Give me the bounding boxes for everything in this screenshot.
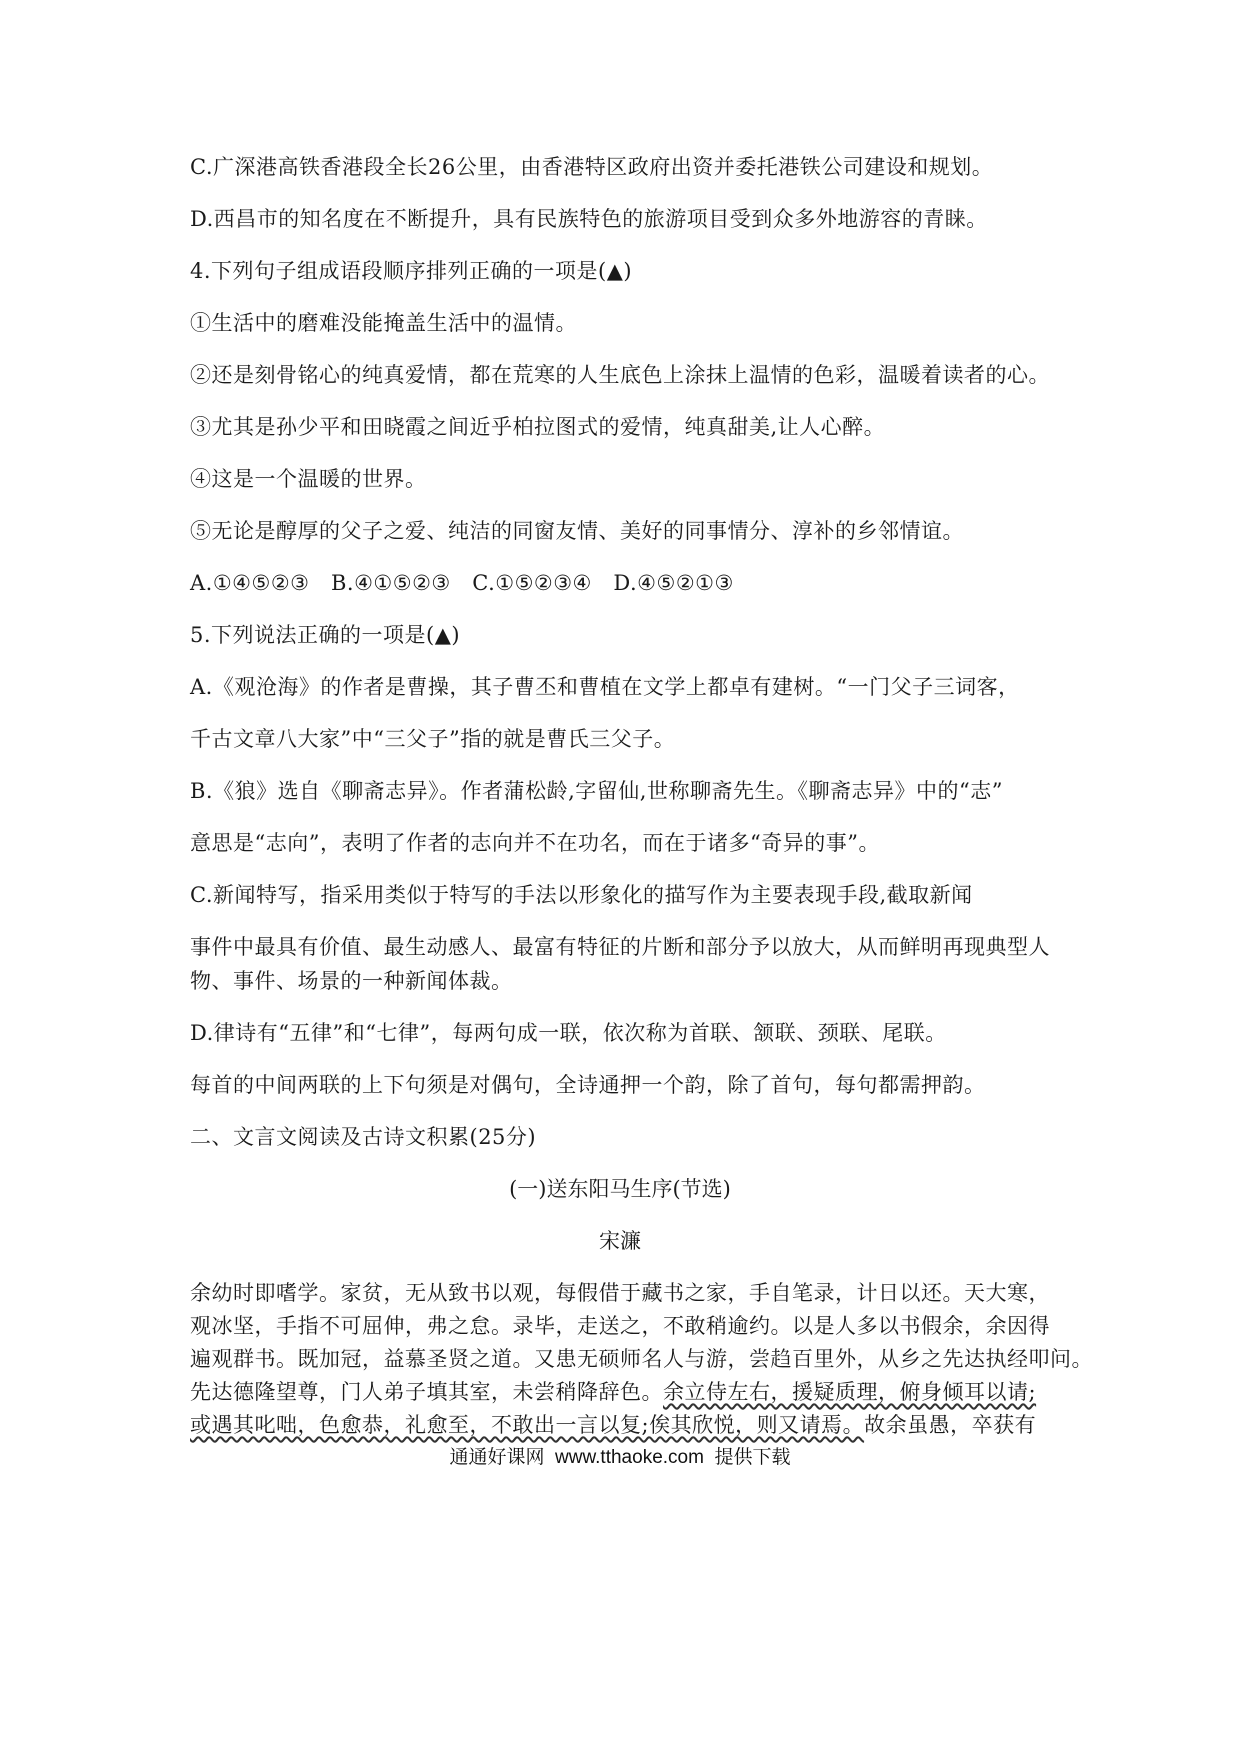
q5-option-b-line2: 意思是“志向”，表明了作者的志向并不在功名，而在于诸多“奇异的事”。 xyxy=(190,831,880,855)
sentence-2: ②还是刻骨铭心的纯真爱情，都在荒寒的人生底色上涂抹上温情的色彩，温暖着读者的心。 xyxy=(190,363,1050,387)
sentence-3: ③尤其是孙少平和田晓霞之间近乎柏拉图式的爱情，纯真甜美,让人心醉。 xyxy=(190,415,886,439)
passage-line-4 xyxy=(190,1378,1036,1406)
passage-line-4-underlined: 余立侍左右，援疑质理，俯身倾耳以请; xyxy=(663,1380,1037,1404)
question-4-stem: 4.下列句子组成语段顺序排列正确的一项是(▲) xyxy=(190,259,633,283)
passage-line-5 xyxy=(190,1411,1036,1439)
sentence-5: ⑤无论是醇厚的父子之爱、纯洁的同窗友情、美好的同事情分、淳补的乡邻情谊。 xyxy=(190,519,964,543)
q5-option-c-line3: 物、事件、场景的一种新闻体裁。 xyxy=(190,969,513,993)
q5-option-a-line2: 千古文章八大家”中“三父子”指的就是曹氏三父子。 xyxy=(190,727,676,751)
sentence-4: ④这是一个温暖的世界。 xyxy=(190,467,427,491)
option-d-line: D.西昌市的知名度在不断提升，具有民族特色的旅游项目受到众多外地游容的青睐。 xyxy=(190,207,988,231)
passage-title: (一)送东阳马生序(节选) xyxy=(509,1177,731,1201)
passage-author: 宋濂 xyxy=(599,1229,641,1253)
section-two-heading: 二、文言文阅读及古诗文积累(25分) xyxy=(190,1125,537,1149)
question-4-options: A.①④⑤②③ B.④①⑤②③ C.①⑤②③④ D.④⑤②①③ xyxy=(190,571,734,595)
q5-option-b-line1: B.《狼》选自《聊斋志异》。作者蒲松龄,字留仙,世称聊斋先生。《聊斋志异》中的“志” xyxy=(190,779,1003,803)
passage-line-1: 余幼时即嗜学。家贫，无从致书以观，每假借于藏书之家，手自笔录，计日以还。天大寒， xyxy=(190,1281,1050,1305)
passage-line-2: 观冰坚，手指不可屈伸，弗之怠。录毕，走送之，不敢稍逾约。以是人多以书假余，余因得 xyxy=(190,1314,1050,1338)
option-c-line: C.广深港高铁香港段全长26公里，由香港特区政府出资并委托港铁公司建设和规划。 xyxy=(190,155,994,179)
q5-option-d-line1: D.律诗有“五律”和“七律”，每两句成一联，依次称为首联、颔联、颈联、尾联。 xyxy=(190,1021,947,1045)
question-5-stem: 5.下列说法正确的一项是(▲) xyxy=(190,623,461,647)
passage-line-5-text: 故余虽愚，卒获有 xyxy=(864,1413,1037,1437)
q5-option-d-line2: 每首的中间两联的上下句须是对偶句，全诗通押一个韵，除了首句，每句都需押韵。 xyxy=(190,1073,986,1097)
passage-line-3: 遍观群书。既加冠，益慕圣贤之道。又患无硕师名人与游，尝趋百里外，从乡之先达执经叩问。 xyxy=(190,1347,1093,1371)
sentence-1: ①生活中的磨难没能掩盖生活中的温情。 xyxy=(190,311,577,335)
q5-option-c-line1: C.新闻特写，指采用类似于特写的手法以形象化的描写作为主要表现手段,截取新闻 xyxy=(190,883,973,907)
q5-option-a-line1: A.《观沧海》的作者是曹操，其子曹丕和曹植在文学上都卓有建树。“一门父子三词客， xyxy=(190,675,1020,699)
q5-option-c-line2: 事件中最具有价值、最生动感人、最富有特征的片断和部分予以放大，从而鲜明再现典型人 xyxy=(190,935,1050,959)
passage-line-5-underlined: 或遇其叱咄，色愈恭，礼愈至，不敢出一言以复;俟其欣悦，则又请焉。 xyxy=(190,1413,865,1437)
footer-watermark: 通通好课网 www.tthaoke.com 提供下载 xyxy=(449,1447,791,1468)
passage-line-4-text: 先达德隆望尊，门人弟子填其室，未尝稍降辞色。 xyxy=(190,1380,663,1404)
